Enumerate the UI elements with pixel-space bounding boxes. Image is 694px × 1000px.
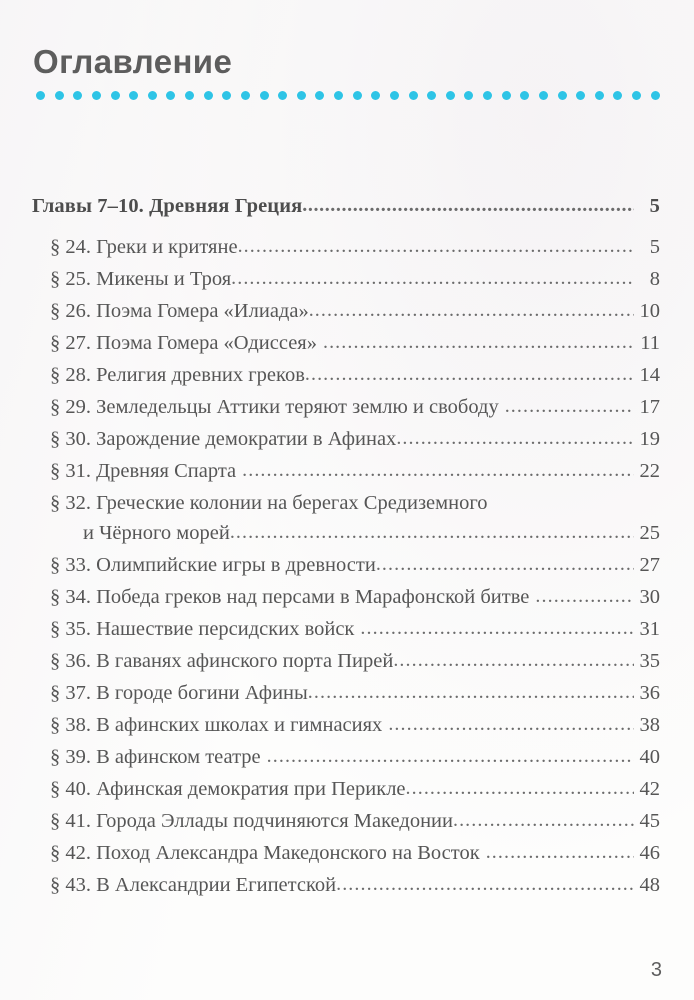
entry-page-number: 42 bbox=[639, 777, 660, 800]
toc-entry bbox=[0, 779, 694, 800]
rule-dot bbox=[483, 91, 492, 100]
entry-label: § 39. В афинском театре bbox=[50, 745, 261, 768]
entry-page-number: 14 bbox=[639, 363, 660, 386]
entry-page-number: 48 bbox=[639, 873, 660, 896]
entry-label: § 28. Религия древних греков bbox=[50, 363, 305, 386]
dot-leader bbox=[230, 522, 634, 542]
decorative-dotted-rule bbox=[36, 90, 660, 100]
entry-label: § 32. Греческие колонии на берегах Средиземного bbox=[50, 491, 488, 514]
entry-page-number: 45 bbox=[639, 809, 660, 832]
rule-dot bbox=[520, 91, 529, 100]
rule-dot bbox=[241, 91, 250, 100]
dot-leader bbox=[336, 874, 634, 894]
entry-label: § 37. В городе богини Афины bbox=[50, 681, 308, 704]
entry-page-number: 8 bbox=[649, 267, 660, 290]
toc-entry bbox=[0, 269, 694, 290]
entry-label: § 27. Поэма Гомера «Одиссея» bbox=[50, 331, 317, 354]
toc-chapter-heading bbox=[0, 196, 694, 217]
rule-dot bbox=[502, 91, 511, 100]
rule-dot bbox=[297, 91, 306, 100]
entry-page-number: 25 bbox=[639, 521, 660, 544]
entry-page-number: 38 bbox=[639, 713, 660, 736]
rule-dot bbox=[390, 91, 399, 100]
rule-dot bbox=[73, 91, 82, 100]
rule-dot bbox=[371, 91, 380, 100]
entry-label: § 38. В афинских школах и гимнасиях bbox=[50, 713, 383, 736]
dot-leader bbox=[238, 236, 634, 256]
entry-label: § 35. Нашествие персидских войск bbox=[50, 617, 355, 640]
dot-leader bbox=[360, 618, 634, 638]
entry-label: Главы 7–10. Древняя Греция bbox=[32, 195, 303, 217]
dot-leader bbox=[396, 428, 634, 448]
rule-dot bbox=[353, 91, 362, 100]
toc-entry bbox=[0, 875, 694, 896]
entry-page-number: 11 bbox=[640, 331, 660, 354]
toc-entry bbox=[0, 397, 694, 418]
rule-dot bbox=[278, 91, 287, 100]
entry-label: и Чёрного морей bbox=[83, 521, 230, 544]
entry-label: § 29. Земледельцы Аттики теряют землю и свободу bbox=[50, 395, 499, 418]
dot-leader bbox=[388, 714, 634, 734]
dot-leader bbox=[393, 650, 634, 670]
rule-dot bbox=[315, 91, 324, 100]
toc-entry bbox=[0, 365, 694, 386]
entry-page-number: 46 bbox=[639, 841, 660, 864]
toc-entry bbox=[0, 237, 694, 258]
toc-entry bbox=[0, 461, 694, 482]
rule-dot bbox=[446, 91, 455, 100]
rule-dot bbox=[595, 91, 604, 100]
toc-entry bbox=[0, 619, 694, 640]
dot-leader bbox=[453, 810, 634, 830]
rule-dot bbox=[651, 91, 660, 100]
rule-dot bbox=[36, 91, 45, 100]
toc-entry bbox=[0, 683, 694, 704]
dot-leader bbox=[242, 460, 634, 480]
dot-leader bbox=[535, 586, 634, 606]
dot-leader bbox=[323, 332, 634, 352]
page-number: 3 bbox=[650, 959, 662, 981]
entry-label: § 40. Афинская демократия при Перикле bbox=[50, 777, 406, 800]
toc-entry bbox=[0, 587, 694, 608]
rule-dot bbox=[111, 91, 120, 100]
rule-dot bbox=[632, 91, 641, 100]
entry-page-number: 22 bbox=[639, 459, 660, 482]
rule-dot bbox=[222, 91, 231, 100]
toc-entry bbox=[0, 715, 694, 736]
entry-page-number: 35 bbox=[639, 649, 660, 672]
dot-leader bbox=[406, 778, 634, 798]
entry-label: § 43. В Александрии Египетской bbox=[50, 873, 337, 896]
dot-leader bbox=[302, 195, 634, 215]
rule-dot bbox=[409, 91, 418, 100]
dot-leader bbox=[376, 554, 634, 574]
entry-label: § 31. Древняя Спарта bbox=[50, 459, 237, 482]
dot-leader bbox=[309, 300, 634, 320]
rule-dot bbox=[92, 91, 101, 100]
entry-page-number: 17 bbox=[639, 395, 660, 418]
entry-page-number: 19 bbox=[639, 427, 660, 450]
entry-label: § 41. Города Эллады подчиняются Македонии bbox=[50, 809, 453, 832]
dot-leader bbox=[486, 842, 634, 862]
rule-dot bbox=[558, 91, 567, 100]
rule-dot bbox=[129, 91, 138, 100]
rule-dot bbox=[148, 91, 157, 100]
toc-entry bbox=[0, 301, 694, 322]
entry-page-number: 5 bbox=[649, 195, 660, 217]
entry-page-number: 40 bbox=[639, 745, 660, 768]
toc-entry bbox=[0, 555, 694, 576]
entry-label: § 36. В гаванях афинского порта Пирей bbox=[50, 649, 394, 672]
dot-leader bbox=[267, 746, 634, 766]
entry-label: § 33. Олимпийские игры в древности bbox=[50, 553, 376, 576]
dot-leader bbox=[231, 268, 634, 288]
entry-label: § 42. Поход Александра Македонского на Восток bbox=[50, 841, 480, 864]
rule-dot bbox=[55, 91, 64, 100]
table-of-contents-list bbox=[0, 196, 694, 907]
entry-page-number: 31 bbox=[639, 617, 660, 640]
rule-dot bbox=[185, 91, 194, 100]
toc-entry bbox=[0, 651, 694, 672]
rule-dot bbox=[166, 91, 175, 100]
entry-page-number: 10 bbox=[639, 299, 660, 322]
dot-leader bbox=[505, 396, 634, 416]
entry-label: § 30. Зарождение демократии в Афинах bbox=[50, 427, 397, 450]
rule-dot bbox=[539, 91, 548, 100]
toc-entry bbox=[0, 493, 694, 514]
toc-entry bbox=[0, 843, 694, 864]
toc-entry bbox=[0, 747, 694, 768]
entry-label: § 34. Победа греков над персами в Марафонской битве bbox=[50, 585, 530, 608]
entry-label: § 25. Микены и Троя bbox=[50, 267, 232, 290]
toc-entry bbox=[0, 333, 694, 354]
toc-entry bbox=[0, 811, 694, 832]
dot-leader bbox=[305, 364, 634, 384]
rule-dot bbox=[576, 91, 585, 100]
rule-dot bbox=[260, 91, 269, 100]
rule-dot bbox=[613, 91, 622, 100]
entry-label: § 24. Греки и критяне bbox=[50, 235, 238, 258]
toc-entry bbox=[0, 429, 694, 450]
rule-dot bbox=[204, 91, 213, 100]
page-title: Оглавление bbox=[33, 43, 233, 80]
toc-entry-continuation bbox=[0, 523, 694, 544]
rule-dot bbox=[464, 91, 473, 100]
rule-dot bbox=[334, 91, 343, 100]
entry-page-number: 36 bbox=[639, 681, 660, 704]
entry-page-number: 5 bbox=[649, 235, 660, 258]
rule-dot bbox=[427, 91, 436, 100]
entry-page-number: 30 bbox=[639, 585, 660, 608]
dot-leader bbox=[308, 682, 634, 702]
entry-label: § 26. Поэма Гомера «Илиада» bbox=[50, 299, 309, 322]
entry-page-number: 27 bbox=[639, 553, 660, 576]
